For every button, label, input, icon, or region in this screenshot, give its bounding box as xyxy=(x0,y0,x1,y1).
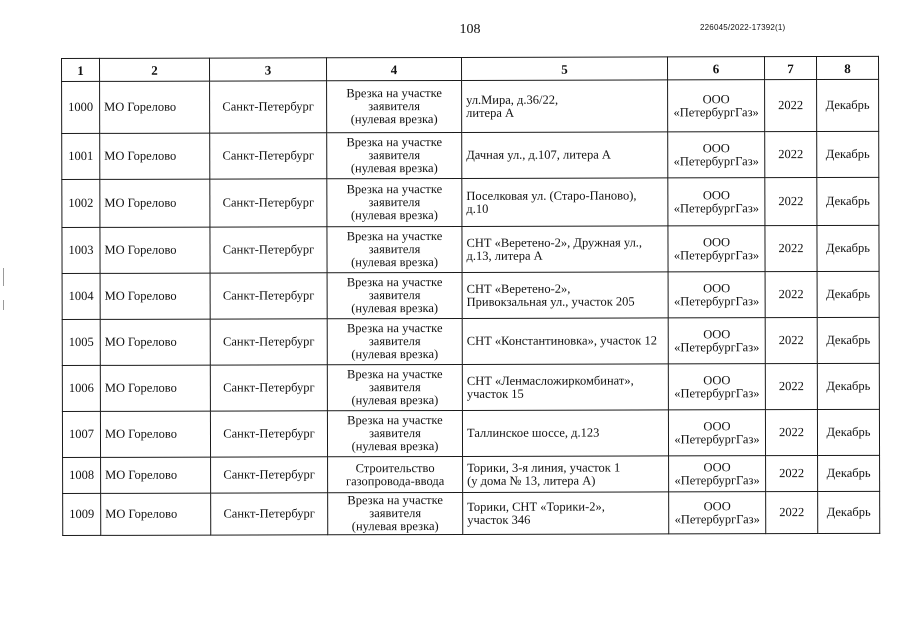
cell-address xyxy=(462,132,668,179)
cell-work-type-line: Строительство xyxy=(355,460,435,475)
header-row xyxy=(62,56,879,81)
cell-work-type-line: (нулевая врезка) xyxy=(350,161,438,176)
cell-work-type-line: (нулевая врезка) xyxy=(351,393,439,408)
cell-work-type xyxy=(327,318,462,364)
cell-work-type xyxy=(327,178,462,226)
cell-year: 2022 xyxy=(765,364,817,410)
cell-month: Декабрь xyxy=(817,225,879,271)
cell-organization-line: «ПетербургГаз» xyxy=(674,431,760,446)
cell-year: 2022 xyxy=(765,80,817,132)
cell-work-type xyxy=(327,410,462,456)
cell-address-line: СНТ «Веретено-2», Дружная ул., xyxy=(466,234,643,250)
cell-work-type-line: заявителя xyxy=(369,426,421,441)
cell-year: 2022 xyxy=(766,492,818,534)
column-header-1: 1 xyxy=(62,58,100,81)
cell-work-type xyxy=(327,80,462,132)
cell-address xyxy=(462,410,668,457)
table-row xyxy=(62,177,879,227)
cell-address xyxy=(462,272,668,319)
cell-month: Декабрь xyxy=(817,363,879,409)
cell-organization-line: ООО xyxy=(703,459,731,474)
column-header-4: 4 xyxy=(327,57,462,80)
table-row xyxy=(62,409,879,457)
cell-address-line: (у дома № 13, литера А) xyxy=(467,473,596,488)
cell-work-type-line: Врезка на участке xyxy=(346,229,443,244)
cell-municipality: МО Горелово xyxy=(100,179,210,227)
cell-month: Декабрь xyxy=(817,177,879,225)
cell-number: 1009 xyxy=(63,493,101,535)
cell-organization xyxy=(668,80,765,132)
cell-city: Санкт-Петербург xyxy=(211,493,328,535)
cell-address-line: литера А xyxy=(466,105,515,120)
cell-year: 2022 xyxy=(765,226,817,272)
cell-number: 1004 xyxy=(62,273,100,319)
table-row xyxy=(62,79,879,133)
cell-address-line: Торики, СНТ «Торики-2», xyxy=(467,499,605,514)
table-row xyxy=(63,455,880,493)
cell-work-type-line: заявителя xyxy=(368,195,421,210)
cell-year: 2022 xyxy=(765,132,817,178)
table-body xyxy=(62,79,880,535)
cell-municipality: МО Горелово xyxy=(100,81,210,133)
scan-margin-mark xyxy=(3,300,4,310)
cell-month: Декабрь xyxy=(817,271,879,317)
cell-work-type-line: (нулевая врезка) xyxy=(351,347,439,362)
table-row xyxy=(62,363,879,411)
cell-organization xyxy=(668,318,765,364)
cell-work-type-line: заявителя xyxy=(368,242,421,257)
cell-organization xyxy=(668,226,765,272)
cell-city: Санкт-Петербург xyxy=(210,319,327,365)
cell-address-line: СНТ «Константиновка», участок 12 xyxy=(466,333,657,348)
cell-month: Декабрь xyxy=(818,455,880,491)
cell-work-type xyxy=(328,492,463,534)
column-header-5: 5 xyxy=(461,57,667,81)
cell-address xyxy=(463,492,669,535)
cell-work-type-line: Врезка на участке xyxy=(347,367,443,382)
cell-month: Декабрь xyxy=(817,409,879,455)
cell-work-type-line: заявителя xyxy=(368,148,421,163)
cell-city: Санкт-Петербург xyxy=(210,411,327,457)
cell-number: 1005 xyxy=(62,319,100,365)
cell-address xyxy=(462,226,668,273)
cell-organization-line: ООО xyxy=(702,91,730,106)
cell-address-line: Привокзальная ул., участок 205 xyxy=(466,293,635,309)
cell-municipality: МО Горелово xyxy=(100,319,210,365)
cell-number: 1001 xyxy=(62,133,100,179)
cell-organization xyxy=(668,272,765,318)
column-header-6: 6 xyxy=(667,57,764,80)
cell-organization-line: «ПетербургГаз» xyxy=(674,511,760,526)
cell-year: 2022 xyxy=(766,456,818,492)
cell-number: 1000 xyxy=(62,81,100,133)
cell-work-type-line: Врезка на участке xyxy=(346,321,443,336)
cell-organization-line: «ПетербургГаз» xyxy=(674,385,760,400)
cell-year: 2022 xyxy=(765,178,817,226)
cell-work-type-line: заявителя xyxy=(369,506,422,521)
cell-organization-line: «ПетербургГаз» xyxy=(674,472,760,487)
cell-organization-line: «ПетербургГаз» xyxy=(673,153,759,168)
table-row xyxy=(62,131,879,179)
cell-organization xyxy=(668,410,765,456)
cell-address-line: СНТ «Ленмасложиркомбинат», xyxy=(466,373,634,388)
cell-organization xyxy=(668,178,765,226)
cell-number: 1003 xyxy=(62,227,100,273)
gas-connection-registry-table xyxy=(61,56,880,536)
cell-work-type-line: (нулевая врезка) xyxy=(351,519,439,534)
cell-work-type-line: Врезка на участке xyxy=(347,413,443,428)
cell-work-type-line: (нулевая врезка) xyxy=(351,439,439,454)
cell-municipality: МО Горелово xyxy=(100,365,210,411)
cell-number: 1006 xyxy=(62,365,100,411)
cell-address-line: СНТ «Веретено-2», xyxy=(466,281,571,296)
cell-organization-line: ООО xyxy=(702,187,730,202)
cell-work-type-line: Врезка на участке xyxy=(346,135,443,150)
cell-work-type xyxy=(328,456,463,492)
cell-address-line: участок 346 xyxy=(467,512,531,527)
cell-organization-line: «ПетербургГаз» xyxy=(673,247,760,262)
cell-work-type-line: Врезка на участке xyxy=(346,86,442,101)
cell-work-type-line: (нулевая врезка) xyxy=(350,112,438,127)
document-reference: 226045/2022-17392(1) xyxy=(700,23,786,32)
column-header-7: 7 xyxy=(764,57,816,80)
cell-address-line: ул.Мира, д.36/22, xyxy=(466,92,559,107)
cell-month: Декабрь xyxy=(817,79,879,131)
cell-address-line: участок 15 xyxy=(466,386,524,401)
cell-month: Декабрь xyxy=(817,131,879,177)
cell-organization-line: ООО xyxy=(702,140,730,155)
cell-work-type-line: заявителя xyxy=(368,380,421,395)
cell-work-type-line: (нулевая врезка) xyxy=(351,255,438,270)
cell-work-type-line: заявителя xyxy=(368,334,421,349)
cell-work-type-line: Врезка на участке xyxy=(346,275,443,290)
cell-work-type xyxy=(327,272,462,318)
cell-organization-line: «ПетербургГаз» xyxy=(673,104,759,119)
cell-municipality: МО Горелово xyxy=(100,411,210,457)
cell-organization-line: «ПетербургГаз» xyxy=(674,339,760,354)
cell-organization xyxy=(668,364,765,410)
cell-city: Санкт-Петербург xyxy=(210,133,327,179)
cell-work-type-line: (нулевая врезка) xyxy=(350,208,438,223)
cell-address-line: Торики, 3-я линия, участок 1 xyxy=(467,460,621,475)
cell-month: Декабрь xyxy=(817,317,879,363)
cell-work-type-line: газопровода-ввода xyxy=(345,473,445,488)
cell-work-type-line: Врезка на участке xyxy=(346,182,443,197)
cell-address-line: Таллинское шоссе, д.123 xyxy=(466,425,600,440)
cell-work-type-line: (нулевая врезка) xyxy=(351,301,439,316)
cell-address xyxy=(462,364,668,411)
table-row xyxy=(62,317,879,365)
cell-city: Санкт-Петербург xyxy=(210,273,327,319)
cell-address xyxy=(462,178,668,227)
cell-organization xyxy=(668,132,765,178)
cell-address xyxy=(463,456,669,493)
cell-city: Санкт-Петербург xyxy=(211,457,328,493)
cell-address-line: Поселковая ул. (Старо-Паново), xyxy=(466,187,637,203)
cell-work-type-line: заявителя xyxy=(368,288,421,303)
cell-work-type-line: заявителя xyxy=(368,99,421,114)
cell-work-type xyxy=(327,226,462,272)
cell-work-type xyxy=(327,132,462,178)
cell-organization-line: «ПетербургГаз» xyxy=(673,293,760,308)
cell-city: Санкт-Петербург xyxy=(210,365,327,411)
cell-city: Санкт-Петербург xyxy=(210,81,327,133)
cell-municipality: МО Горелово xyxy=(100,273,210,319)
column-header-8: 8 xyxy=(816,56,878,79)
cell-year: 2022 xyxy=(765,410,817,456)
cell-organization-line: ООО xyxy=(702,234,731,249)
cell-organization-line: ООО xyxy=(703,326,731,341)
scan-margin-mark xyxy=(3,268,4,286)
cell-organization-line: ООО xyxy=(703,372,731,387)
cell-number: 1008 xyxy=(63,457,101,493)
cell-number: 1002 xyxy=(62,179,100,227)
cell-work-type-line: Врезка на участке xyxy=(347,493,443,508)
cell-year: 2022 xyxy=(765,318,817,364)
cell-number: 1007 xyxy=(62,411,100,457)
cell-organization-line: ООО xyxy=(703,280,731,295)
cell-address xyxy=(462,80,668,133)
cell-organization-line: ООО xyxy=(703,498,731,513)
cell-address-line: Дачная ул., д.107, литера А xyxy=(466,147,611,162)
cell-organization-line: ООО xyxy=(703,418,731,433)
cell-year: 2022 xyxy=(765,272,817,318)
cell-municipality: МО Горелово xyxy=(100,227,210,273)
cell-organization xyxy=(669,456,766,492)
cell-municipality: МО Горелово xyxy=(100,133,210,179)
cell-address xyxy=(462,318,668,365)
cell-month: Декабрь xyxy=(818,491,880,533)
column-header-3: 3 xyxy=(210,58,327,81)
cell-organization xyxy=(669,492,766,534)
table-row xyxy=(63,491,880,535)
cell-address-line: д.10 xyxy=(466,201,489,216)
column-header-2: 2 xyxy=(100,58,210,81)
page-number: 108 xyxy=(459,22,481,37)
cell-city: Санкт-Петербург xyxy=(210,227,327,273)
table-row xyxy=(62,271,879,319)
cell-address-line: д.13, литера А xyxy=(466,248,543,263)
table-row xyxy=(62,225,879,273)
cell-municipality: МО Горелово xyxy=(101,457,211,493)
cell-city: Санкт-Петербург xyxy=(210,179,327,227)
cell-organization-line: «ПетербургГаз» xyxy=(673,200,760,215)
cell-municipality: МО Горелово xyxy=(101,493,211,535)
cell-work-type xyxy=(327,364,462,410)
